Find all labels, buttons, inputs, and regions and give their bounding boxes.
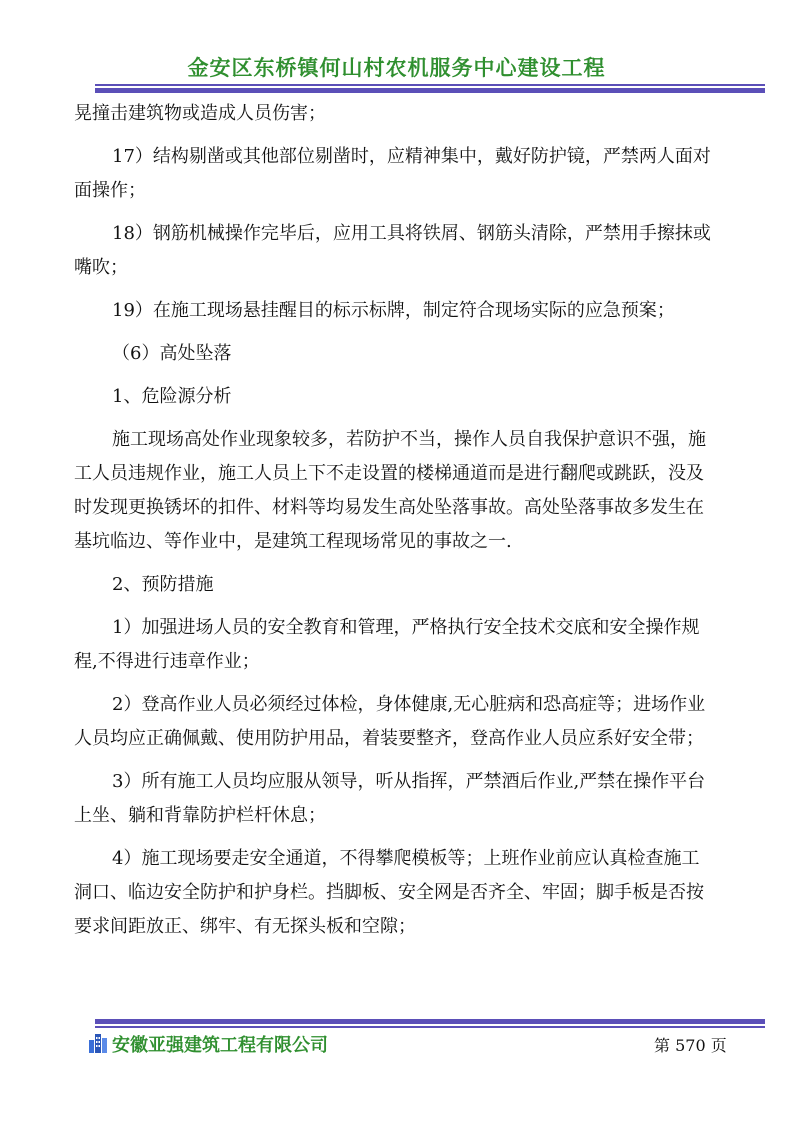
body-text-line: 上坐、躺和背靠防护栏杆休息；	[74, 805, 326, 826]
body-text-line: 1）加强进场人员的安全教育和管理，严格执行安全技术交底和安全操作规	[112, 617, 700, 638]
document-body	[74, 102, 724, 958]
body-text-line: 2）登高作业人员必须经过体检，身体健康,无心脏病和恐高症等；进场作业	[112, 694, 706, 715]
footer-company-name: 安徽亚强建筑工程有限公司	[112, 1035, 328, 1056]
header-rule-thin	[95, 84, 765, 86]
body-text-line: 面操作；	[74, 180, 146, 201]
body-text-line: 1、危险源分析	[112, 386, 232, 407]
body-text-line: 4）施工现场要走安全通道，不得攀爬模板等；上班作业前应认真检查施工	[112, 848, 700, 869]
body-text-line: 工人员违规作业，施工人员上下不走设置的楼梯通道而是进行翻爬或跳跃，没及	[74, 463, 704, 484]
body-text-line: 晃撞击建筑物或造成人员伤害；	[74, 103, 326, 124]
building-logo-icon	[88, 1030, 110, 1054]
body-text-line: 2、预防措施	[112, 574, 214, 595]
body-text-line: 17）结构剔凿或其他部位剔凿时，应精神集中，戴好防护镜，严禁两人面对	[112, 146, 711, 167]
body-text-line: 要求间距放正、绑牢、有无探头板和空隙；	[74, 916, 416, 937]
body-text-line: 程,不得进行违章作业；	[74, 651, 260, 672]
page-header-title: 金安区东桥镇何山村农机服务中心建设工程	[187, 56, 606, 80]
body-text-line: 19）在施工现场悬挂醒目的标示标牌，制定符合现场实际的应急预案；	[112, 300, 675, 321]
body-text-line: （6）高处坠落	[112, 343, 232, 364]
body-text-line: 基坑临边、等作业中，是建筑工程现场常见的事故之一.	[74, 531, 512, 552]
footer-page-number: 第 570 页	[654, 1036, 727, 1055]
body-text-line: 18）钢筋机械操作完毕后，应用工具将铁屑、钢筋头清除，严禁用手擦抹或	[112, 223, 711, 244]
body-text-line: 3）所有施工人员均应服从领导，听从指挥，严禁酒后作业,严禁在操作平台	[112, 771, 706, 792]
footer-rule-thin	[95, 1026, 765, 1028]
body-text-line: 施工现场高处作业现象较多，若防护不当，操作人员自我保护意识不强，施	[112, 429, 706, 450]
header-rule-thick	[95, 88, 765, 93]
body-text-line: 嘴吹；	[74, 257, 128, 278]
body-text-line: 时发现更换锈坏的扣件、材料等均易发生高处坠落事故。高处坠落事故多发生在	[74, 497, 704, 518]
body-text-line: 洞口、临边安全防护和护身栏。挡脚板、安全网是否齐全、牢固；脚手板是否按	[74, 882, 704, 903]
body-text-line: 人员均应正确佩戴、使用防护用品，着装要整齐，登高作业人员应系好安全带；	[74, 728, 704, 749]
footer-rule-thick	[95, 1019, 765, 1024]
